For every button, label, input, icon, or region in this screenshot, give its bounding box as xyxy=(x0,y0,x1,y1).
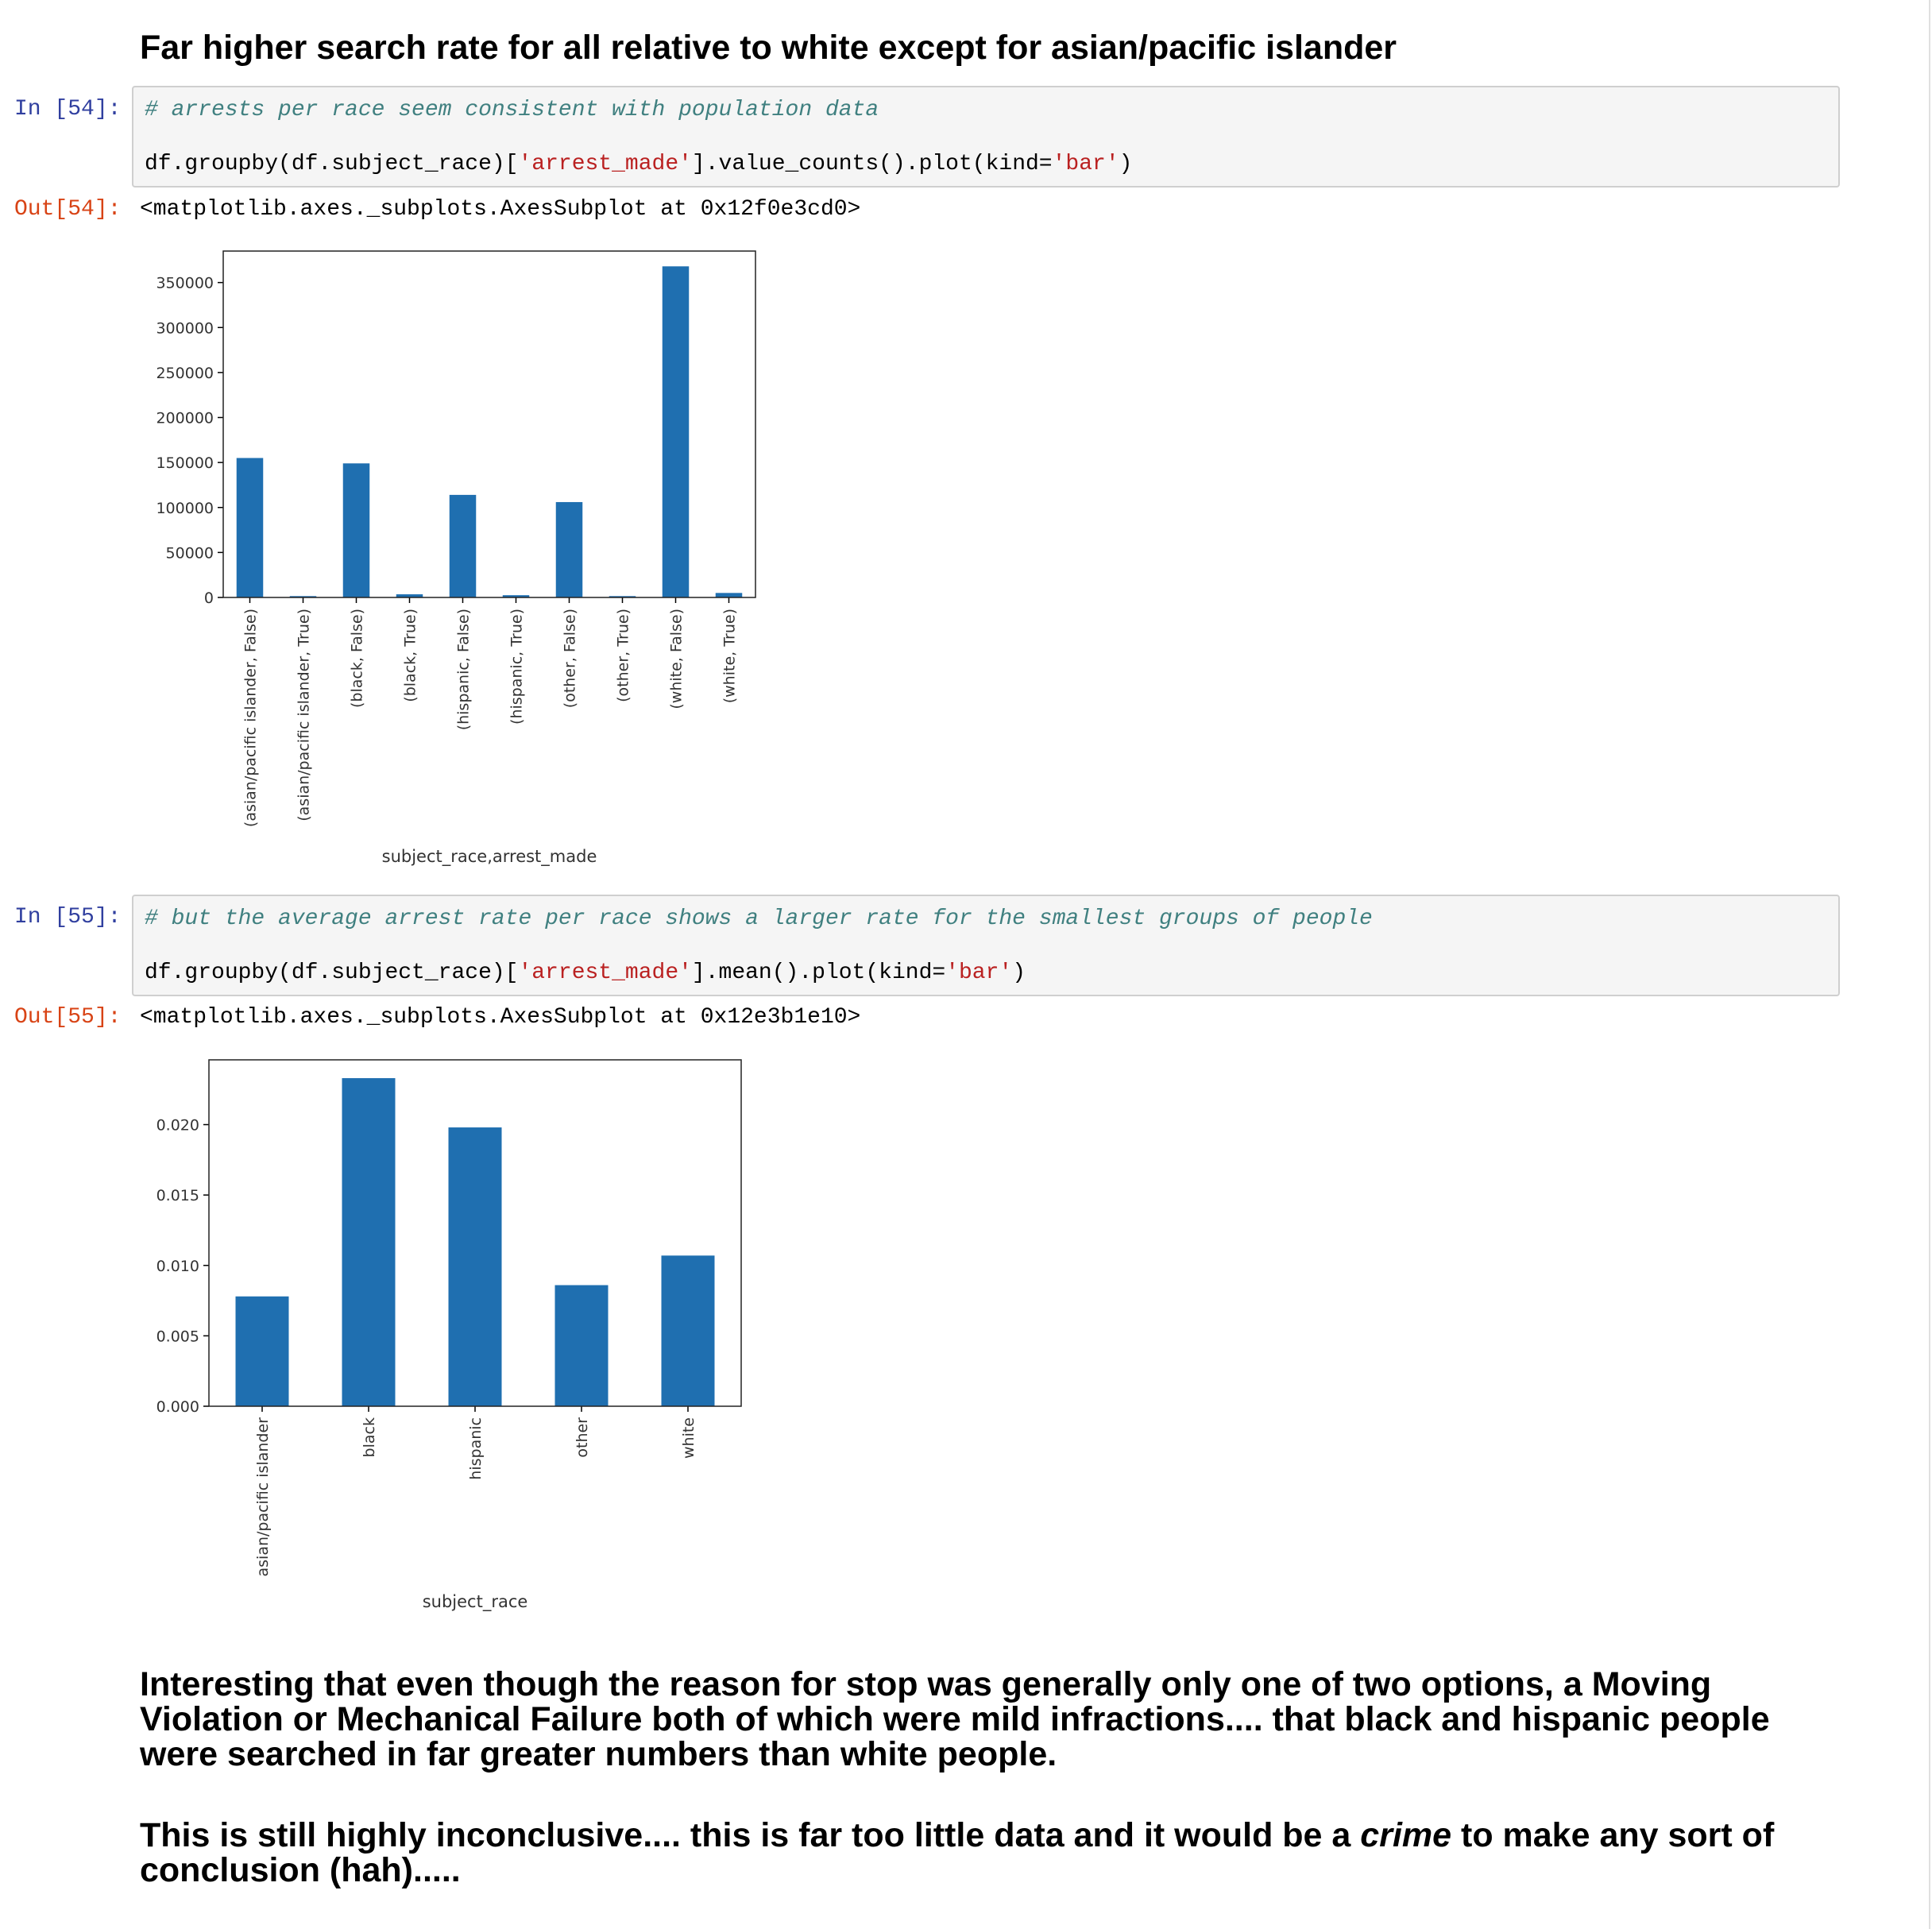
code-cell-input[interactable] xyxy=(132,895,1840,996)
paragraph-text: This is still highly inconclusive.... this is far too little data and it would be a xyxy=(140,1816,1361,1854)
bar-8 xyxy=(663,266,690,597)
y-tick-label-6: 300000 xyxy=(156,319,214,338)
x-tick-label-8: (white, False) xyxy=(667,609,686,709)
code-comment: # arrests per race seem consistent with population data xyxy=(145,98,879,122)
output-prompt: Out[54]: xyxy=(14,197,122,222)
code-cell-input[interactable] xyxy=(132,86,1840,187)
bar-4 xyxy=(450,495,477,597)
bar-6 xyxy=(556,502,583,597)
x-tick-label-2: hispanic xyxy=(467,1417,485,1480)
scrollbar-track xyxy=(1929,0,1930,1929)
x-tick-label-2: (black, False) xyxy=(348,609,366,709)
y-tick-label-7: 350000 xyxy=(156,274,214,292)
code-string: 'arrest_made' xyxy=(518,152,692,176)
bar-0 xyxy=(237,458,264,597)
bar-chart-arrest-rate xyxy=(119,1047,771,1619)
y-tick-label-2: 0.010 xyxy=(156,1257,199,1275)
x-tick-label-9: (white, True) xyxy=(721,609,739,704)
y-tick-label-5: 250000 xyxy=(156,364,214,382)
paragraph-text: to make any sort of conclusion (hah)..... xyxy=(140,1816,1775,1889)
y-tick-label-0: 0 xyxy=(203,590,214,607)
code-text: ].value_counts().plot(kind= xyxy=(691,152,1053,176)
bar-4 xyxy=(662,1255,715,1406)
code-line xyxy=(145,960,1026,987)
bar-2 xyxy=(343,463,370,597)
x-tick-label-3: (black, True) xyxy=(401,609,419,702)
y-tick-label-3: 0.015 xyxy=(156,1187,199,1205)
x-tick-label-0: (asian/pacific islander, False) xyxy=(242,609,260,828)
markdown-paragraph xyxy=(140,1818,1840,1888)
bar-1 xyxy=(342,1078,396,1406)
y-tick-label-0: 0.000 xyxy=(156,1398,199,1416)
y-tick-label-4: 200000 xyxy=(156,409,214,427)
bar-0 xyxy=(236,1297,289,1406)
x-tick-label-3: other xyxy=(574,1417,591,1458)
output-text: <matplotlib.axes._subplots.AxesSubplot at 0x12e3b1e10> xyxy=(140,1005,861,1030)
x-tick-label-5: (hispanic, True) xyxy=(508,609,526,725)
x-tick-label-6: (other, False) xyxy=(561,609,579,709)
x-tick-label-4: (hispanic, False) xyxy=(454,609,473,731)
y-tick-label-4: 0.020 xyxy=(156,1116,199,1135)
output-text: <matplotlib.axes._subplots.AxesSubplot at 0x12f0e3cd0> xyxy=(140,197,861,222)
bar-chart-arrest-counts xyxy=(119,238,771,874)
input-prompt: In [55]: xyxy=(14,905,122,930)
input-prompt: In [54]: xyxy=(14,97,122,122)
emphasis-text: crime xyxy=(1360,1816,1452,1854)
bar-9 xyxy=(716,593,743,597)
y-tick-label-1: 50000 xyxy=(165,544,214,562)
code-string: 'bar' xyxy=(945,961,1013,985)
code-string: 'arrest_made' xyxy=(518,961,692,985)
code-comment: # but the average arrest rate per race shows a larger rate for the smallest groups of people xyxy=(145,907,1373,931)
code-text: ) xyxy=(1012,961,1026,985)
x-axis-label: subject_race xyxy=(422,1592,528,1611)
x-tick-label-0: asian/pacific islander xyxy=(254,1417,272,1577)
code-text: ].mean().plot(kind= xyxy=(691,961,946,985)
bar-3 xyxy=(555,1285,609,1406)
x-tick-label-4: white xyxy=(680,1417,697,1459)
x-tick-label-7: (other, True) xyxy=(614,609,632,702)
markdown-paragraph: Interesting that even though the reason for stop was generally only one of two options, a Moving Violation or Mechanical Failure both of which were mild infractions.... that black and hispanic people were searched in far greater numbers than white people. xyxy=(140,1665,1770,1773)
output-prompt: Out[55]: xyxy=(14,1005,122,1030)
code-string: 'bar' xyxy=(1052,152,1119,176)
code-text: df.groupby(df.subject_race)[ xyxy=(145,152,519,176)
bar-2 xyxy=(449,1127,502,1406)
y-tick-label-1: 0.005 xyxy=(156,1328,199,1346)
markdown-heading: Far higher search rate for all relative to white except for asian/pacific islander xyxy=(140,29,1397,67)
x-tick-label-1: black xyxy=(361,1417,378,1458)
y-tick-label-2: 100000 xyxy=(156,499,214,517)
code-text: ) xyxy=(1119,152,1133,176)
y-tick-label-3: 150000 xyxy=(156,454,214,473)
x-axis-label: subject_race,arrest_made xyxy=(381,847,597,866)
x-tick-label-1: (asian/pacific islander, True) xyxy=(295,609,313,821)
code-line xyxy=(145,151,1132,178)
code-text: df.groupby(df.subject_race)[ xyxy=(145,961,519,985)
